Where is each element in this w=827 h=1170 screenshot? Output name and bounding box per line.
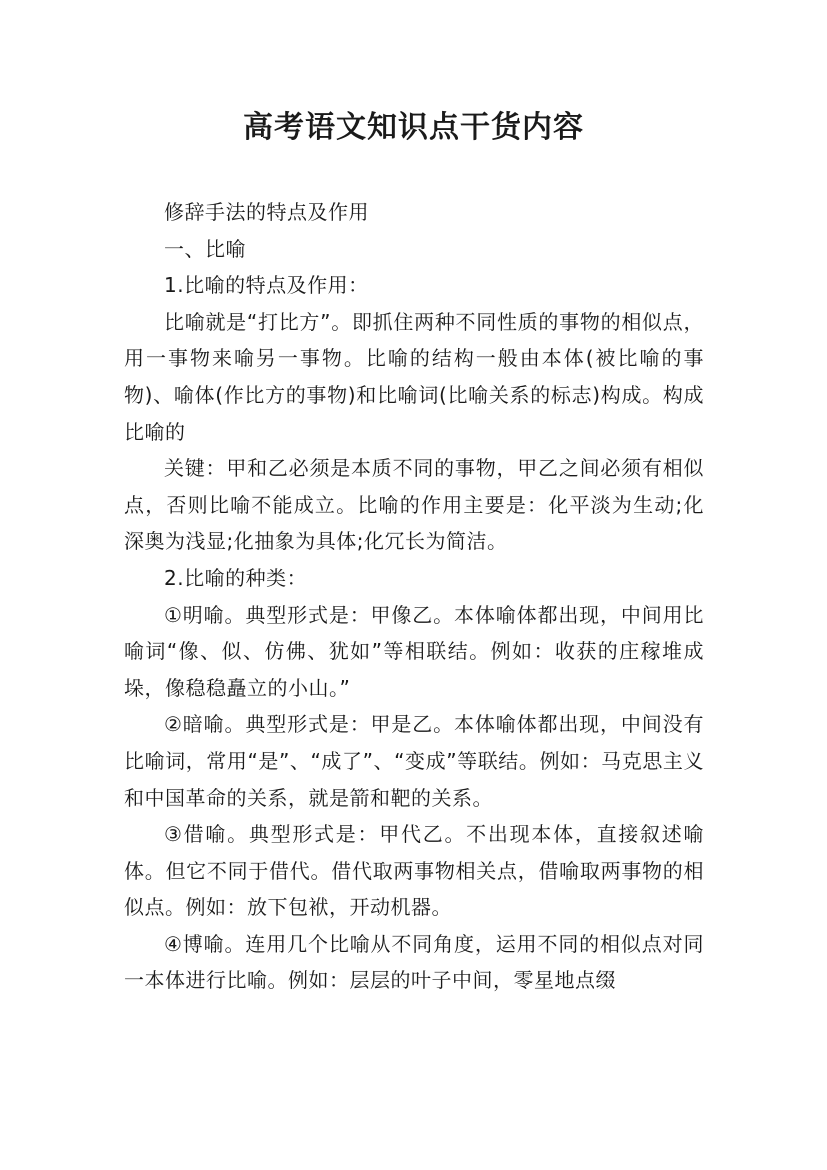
paragraph: ②暗喻。典型形式是：甲是乙。本体喻体都出现，中间没有比喻词，常用“是”、“成了”、“变成”等联结。例如：马克思主义和中国革命的关系，就是箭和靶的关系。 [124, 712, 704, 810]
item-heading: 2.比喻的种类： [164, 565, 308, 590]
paragraph: ④博喻。连用几个比喻从不同角度，运用不同的相似点对同一本体进行比喻。例如：层层的叶子中间，零星地点缀 [124, 931, 704, 993]
subsection-heading: 一、比喻 [164, 236, 246, 261]
item-heading: 1.比喻的特点及作用： [164, 273, 369, 298]
paragraph: ③借喻。典型形式是：甲代乙。不出现本体，直接叙述喻体。但它不同于借代。借代取两事物相关点，借喻取两事物的相似点。例如：放下包袱，开动机器。 [124, 822, 704, 920]
paragraph: 关键：甲和乙必须是本质不同的事物，甲乙之间必须有相似点，否则比喻不能成立。比喻的作用主要是：化平淡为生动;化深奥为浅显;化抽象为具体;化冗长为简洁。 [124, 456, 704, 554]
paragraph: 比喻就是“打比方”。即抓住两种不同性质的事物的相似点，用一事物来喻另一事物。比喻的结构一般由本体(被比喻的事物)、喻体(作比方的事物)和比喻词(比喻关系的标志)构成。构成比喻的 [124, 309, 704, 444]
document-title: 高考语文知识点干货内容 [243, 110, 584, 145]
paragraph: ①明喻。典型形式是：甲像乙。本体喻体都出现，中间用比喻词“像、似、仿佛、犹如”等相联结。例如：收获的庄稼堆成垛，像稳稳矗立的小山。” [124, 602, 704, 700]
section-heading: 修辞手法的特点及作用 [164, 200, 369, 224]
document-body [124, 194, 704, 999]
